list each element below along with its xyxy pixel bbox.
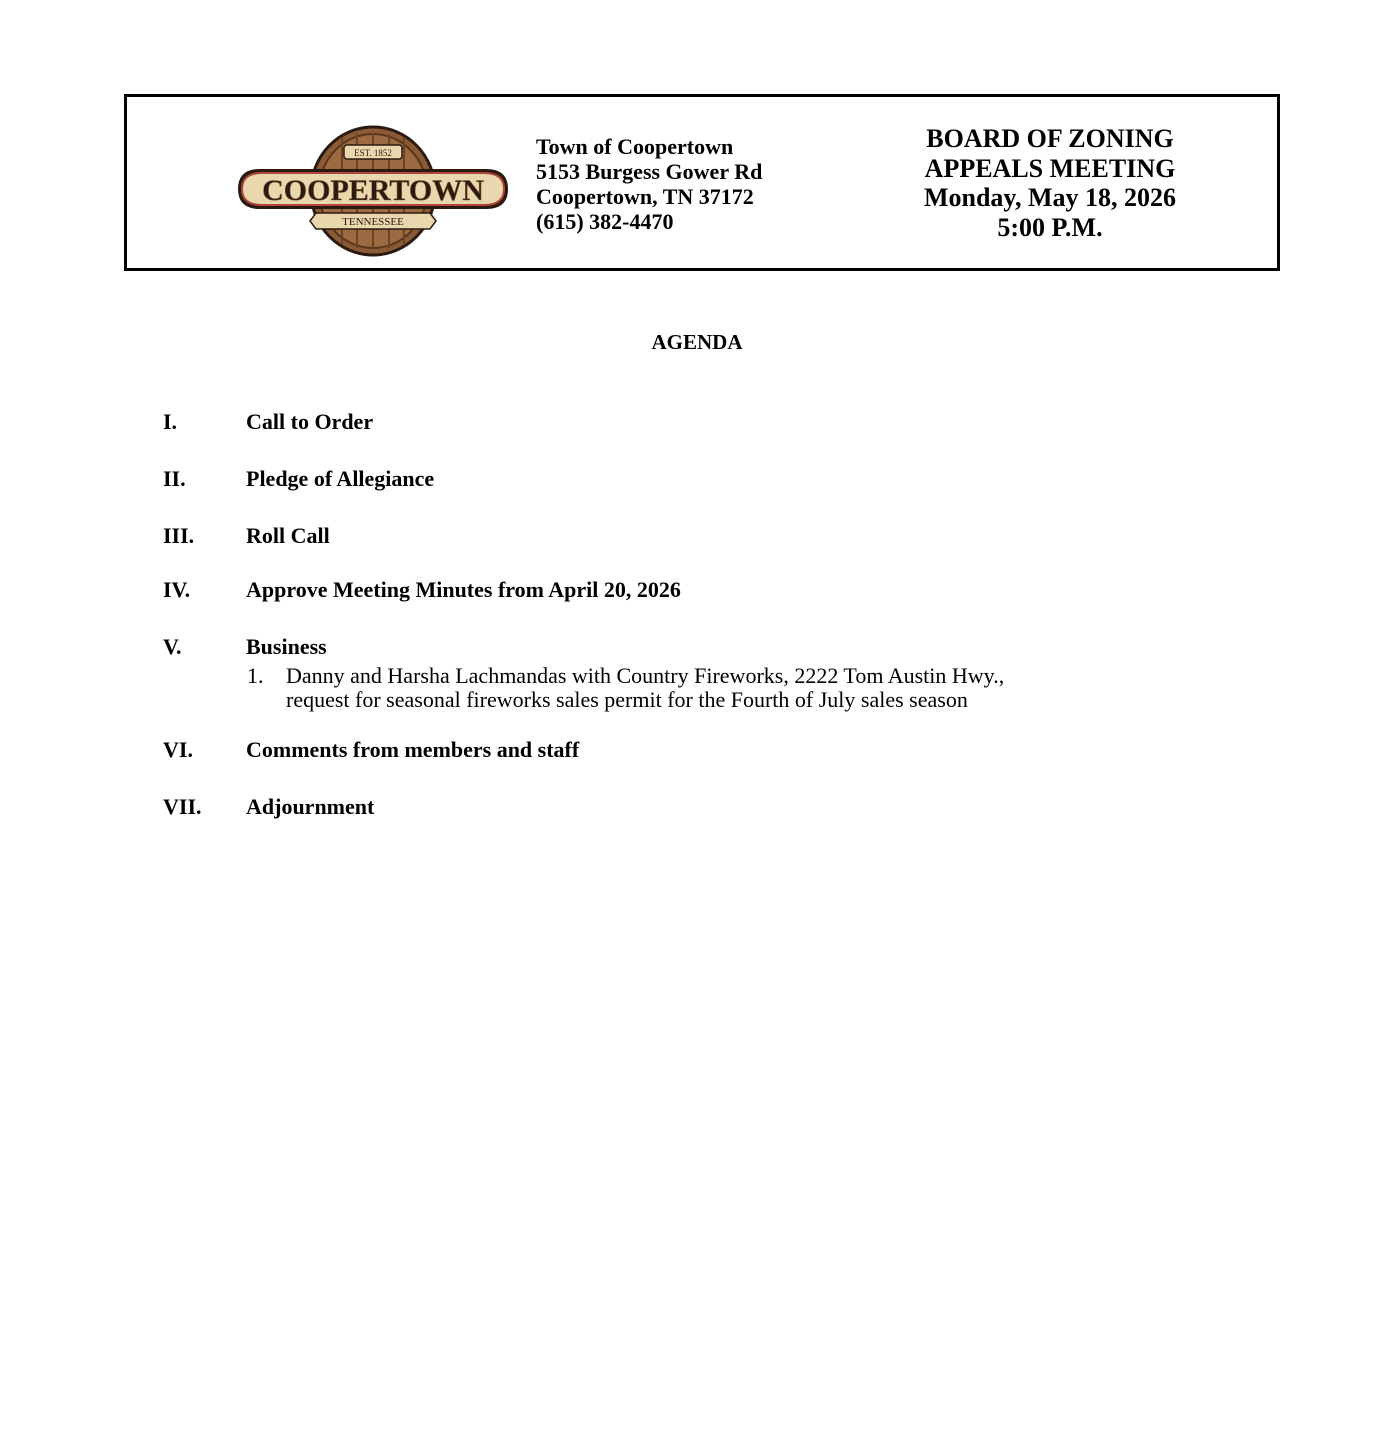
agenda-item: [163, 466, 434, 492]
agenda-item-label: Adjournment: [246, 794, 375, 819]
agenda-item-number: V.: [163, 634, 182, 659]
subitem-text-line1: Danny and Harsha Lachmandas with Country Fireworks, 2222 Tom Austin Hwy.,: [286, 663, 1005, 688]
logo-name-text: COOPERTOWN: [262, 174, 484, 207]
agenda-item-number: VII.: [163, 794, 202, 819]
street-address: 5153 Burgess Gower Rd: [536, 159, 763, 184]
town-name: Town of Coopertown: [536, 134, 734, 159]
agenda-item-label: Approve Meeting Minutes from April 20, 2026: [246, 577, 681, 602]
business-subitem: [247, 664, 1004, 712]
agenda-item: [163, 577, 681, 603]
agenda-item: [163, 737, 579, 763]
town-address-block: [536, 134, 762, 234]
agenda-item: [163, 409, 373, 435]
agenda-item-number: III.: [163, 523, 195, 548]
agenda-item-number: I.: [163, 409, 178, 434]
agenda-item-label: Pledge of Allegiance: [246, 466, 435, 491]
meeting-date: Monday, May 18, 2026: [923, 183, 1177, 212]
agenda-item-label: Business: [246, 634, 327, 659]
logo-est-text: EST. 1852: [354, 148, 392, 158]
logo-state-text: TENNESSEE: [342, 216, 404, 228]
agenda-item-number: II.: [163, 466, 186, 491]
coopertown-logo: [232, 125, 514, 257]
meeting-title-line2: APPEALS MEETING: [924, 153, 1176, 183]
agenda-item-label: Comments from members and staff: [246, 737, 580, 762]
agenda-item-label: Roll Call: [246, 523, 330, 548]
phone-number: (615) 382-4470: [536, 209, 674, 234]
meeting-title-line1: BOARD OF ZONING: [926, 124, 1174, 153]
agenda-title: AGENDA: [651, 330, 743, 354]
subitem-text-line2: request for seasonal fireworks sales permit for the Fourth of July sales season: [286, 687, 968, 712]
agenda-item: [163, 523, 330, 549]
agenda-item-number: VI.: [163, 737, 193, 762]
city-state-zip: Coopertown, TN 37172: [536, 184, 754, 209]
meeting-info-block: [880, 124, 1220, 242]
agenda-item-number: IV.: [163, 577, 191, 602]
agenda-item-label: Call to Order: [246, 409, 374, 434]
subitem-number: 1.: [247, 663, 264, 688]
agenda-item: [163, 794, 374, 820]
meeting-time: 5:00 P.M.: [997, 212, 1103, 242]
agenda-item: [163, 634, 327, 660]
